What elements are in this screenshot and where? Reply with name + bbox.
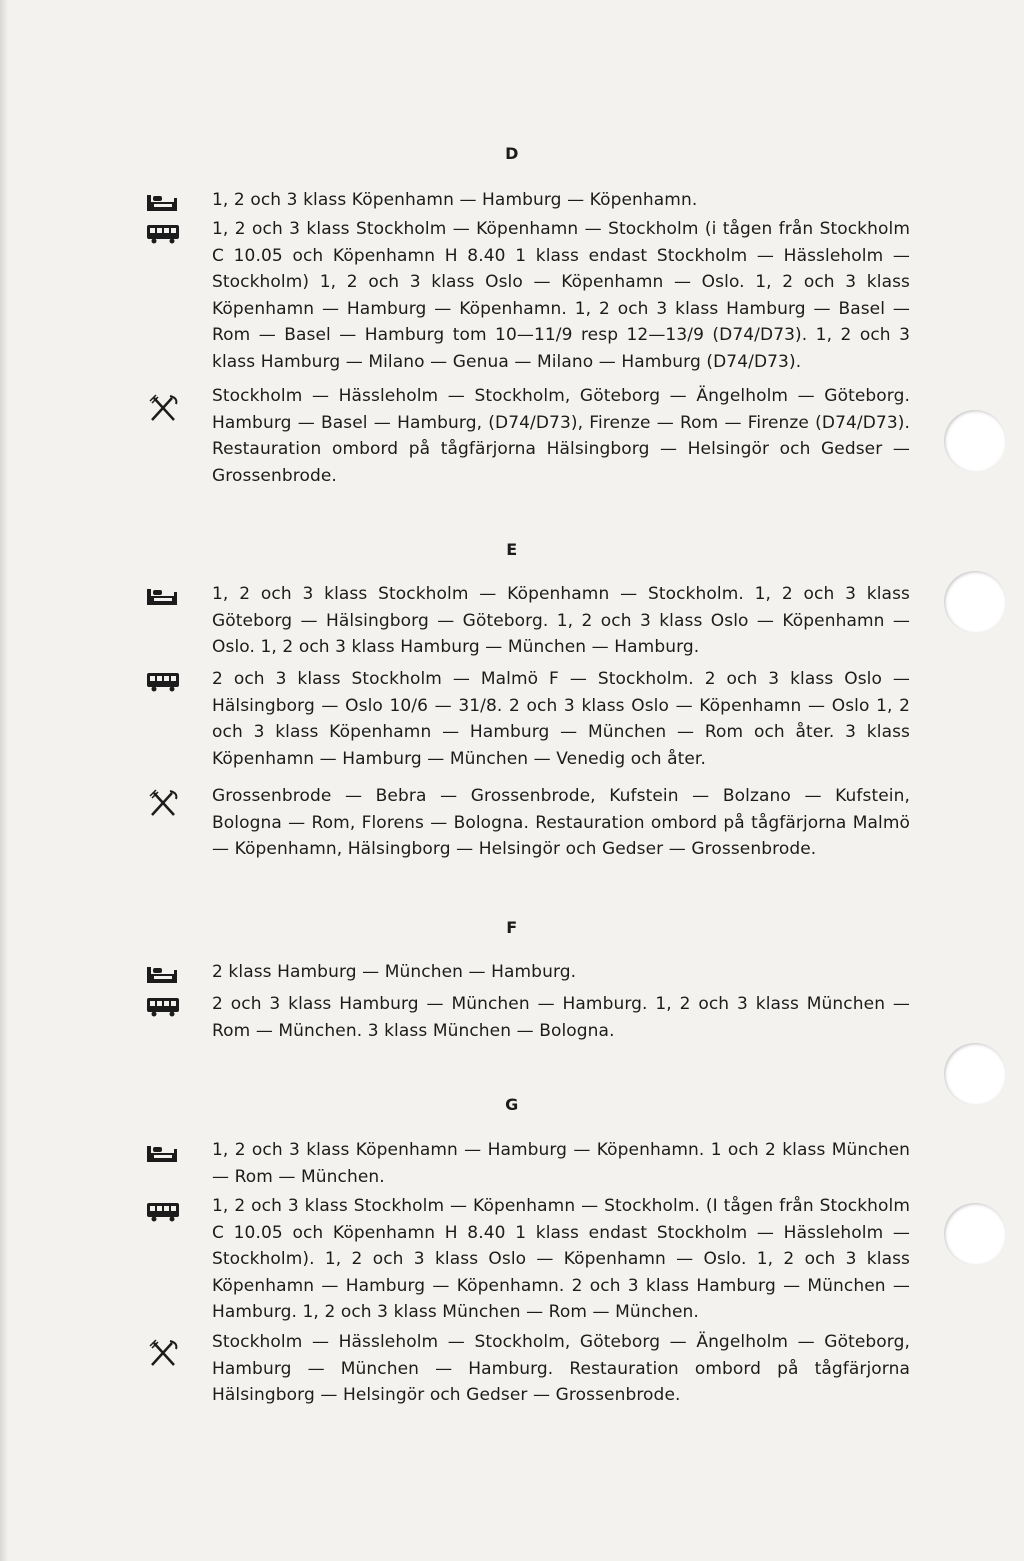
couchette-car-icon (146, 992, 180, 1018)
section-heading-d: D (505, 144, 519, 163)
sleeping-car-icon (146, 1141, 180, 1167)
entry-text: Stockholm — Hässleholm — Stockholm, Göteborg — Ängelholm — Göteborg. Hamburg — Basel — Hamburg, (D74/D73), Firenze — Rom — Firenze (D74/D73). Restauration ombord på tågfärjorna Hälsingborg — Helsingör och Gedser — Grossenbrode. (212, 386, 910, 486)
entry-text: 1, 2 och 3 klass Köpenhamn — Hamburg — Köpenhamn. (212, 190, 698, 210)
binder-hole (944, 571, 1006, 633)
entry-text: 1, 2 och 3 klass Köpenhamn — Hamburg — Köpenhamn. 1 och 2 klass München — Rom — München. (212, 1140, 910, 1187)
sleeping-car-icon (146, 584, 180, 610)
entry-text: 1, 2 och 3 klass Stockholm — Köpenhamn — Stockholm (i tågen från Stockholm C 10.05 och Köpenhamn H 8.40 1 klass endast Stockholm — Hässleholm — Stockholm) 1, 2 och 3 klass Oslo — Köpenhamn — Oslo. 1, 2 och 3 klass Köpenhamn — Hamburg — Köpenhamn. 1, 2 och 3 klass Hamburg — Basel — Rom — Basel — Hamburg tom 10—11/9 resp 12—13/9 (D74/D73). 1, 2 och 3 klass Hamburg — Milano — Genua — Milano — Hamburg (D74/D73). (212, 219, 910, 372)
dining-car-icon (146, 1337, 180, 1371)
entry-text: 2 och 3 klass Stockholm — Malmö F — Stockholm. 2 och 3 klass Oslo — Hälsingborg — Oslo 10/6 — 31/8. 2 och 3 klass Oslo — Köpenhamn — Oslo 1, 2 och 3 klass Köpenhamn — Hamburg — München — Rom och åter. 3 klass Köpenhamn — Hamburg — München — Venedig och åter. (212, 669, 910, 769)
dining-car-icon (146, 787, 180, 821)
couchette-car-icon (146, 1197, 180, 1223)
section-heading-e: E (506, 540, 518, 559)
section-heading-g: G (505, 1095, 519, 1114)
entry-text: 2 klass Hamburg — München — Hamburg. (212, 962, 577, 982)
entry-text: Grossenbrode — Bebra — Grossenbrode, Kufstein — Bolzano — Kufstein, Bologna — Rom, Florens — Bologna. Restauration ombord på tågfärjorna Malmö — Köpenhamn, Hälsingborg — Helsingör och Gedser — Grossenbrode. (212, 786, 910, 859)
dining-car-icon (146, 392, 180, 426)
entry-text: 2 och 3 klass Hamburg — München — Hamburg. 1, 2 och 3 klass München — Rom — München. 3 klass München — Bologna. (212, 994, 910, 1041)
couchette-car-icon (146, 219, 180, 245)
sleeping-car-icon (146, 962, 180, 988)
entry-text: 1, 2 och 3 klass Stockholm — Köpenhamn — Stockholm. 1, 2 och 3 klass Göteborg — Hälsingborg — Göteborg. 1, 2 och 3 klass Oslo — Köpenhamn — Oslo. 1, 2 och 3 klass Hamburg — München — Hamburg. (212, 584, 910, 657)
couchette-car-icon (146, 667, 180, 693)
entry-text: 1, 2 och 3 klass Stockholm — Köpenhamn — Stockholm. (I tågen från Stockholm C 10.05 och Köpenhamn H 8.40 1 klass endast Stockholm — Hässleholm — Stockholm). 1, 2 och 3 klass Oslo — Köpenhamn — Oslo. 1, 2 och 3 klass Köpenhamn — Hamburg — Köpenhamn. 2 och 3 klass Hamburg — München — Hamburg. 1, 2 och 3 klass München — Rom — München. (212, 1196, 910, 1322)
page-edge-shadow (0, 0, 8, 1561)
sleeping-car-icon (146, 190, 180, 216)
binder-hole (944, 410, 1006, 472)
entry-text: Stockholm — Hässleholm — Stockholm, Göteborg — Ängelholm — Göteborg, Hamburg — München — Hamburg. Restauration ombord på tågfärjorna Hälsingborg — Helsingör och Gedser — Grossenbrode. (212, 1332, 910, 1405)
binder-hole (944, 1203, 1006, 1265)
section-heading-f: F (506, 918, 518, 937)
